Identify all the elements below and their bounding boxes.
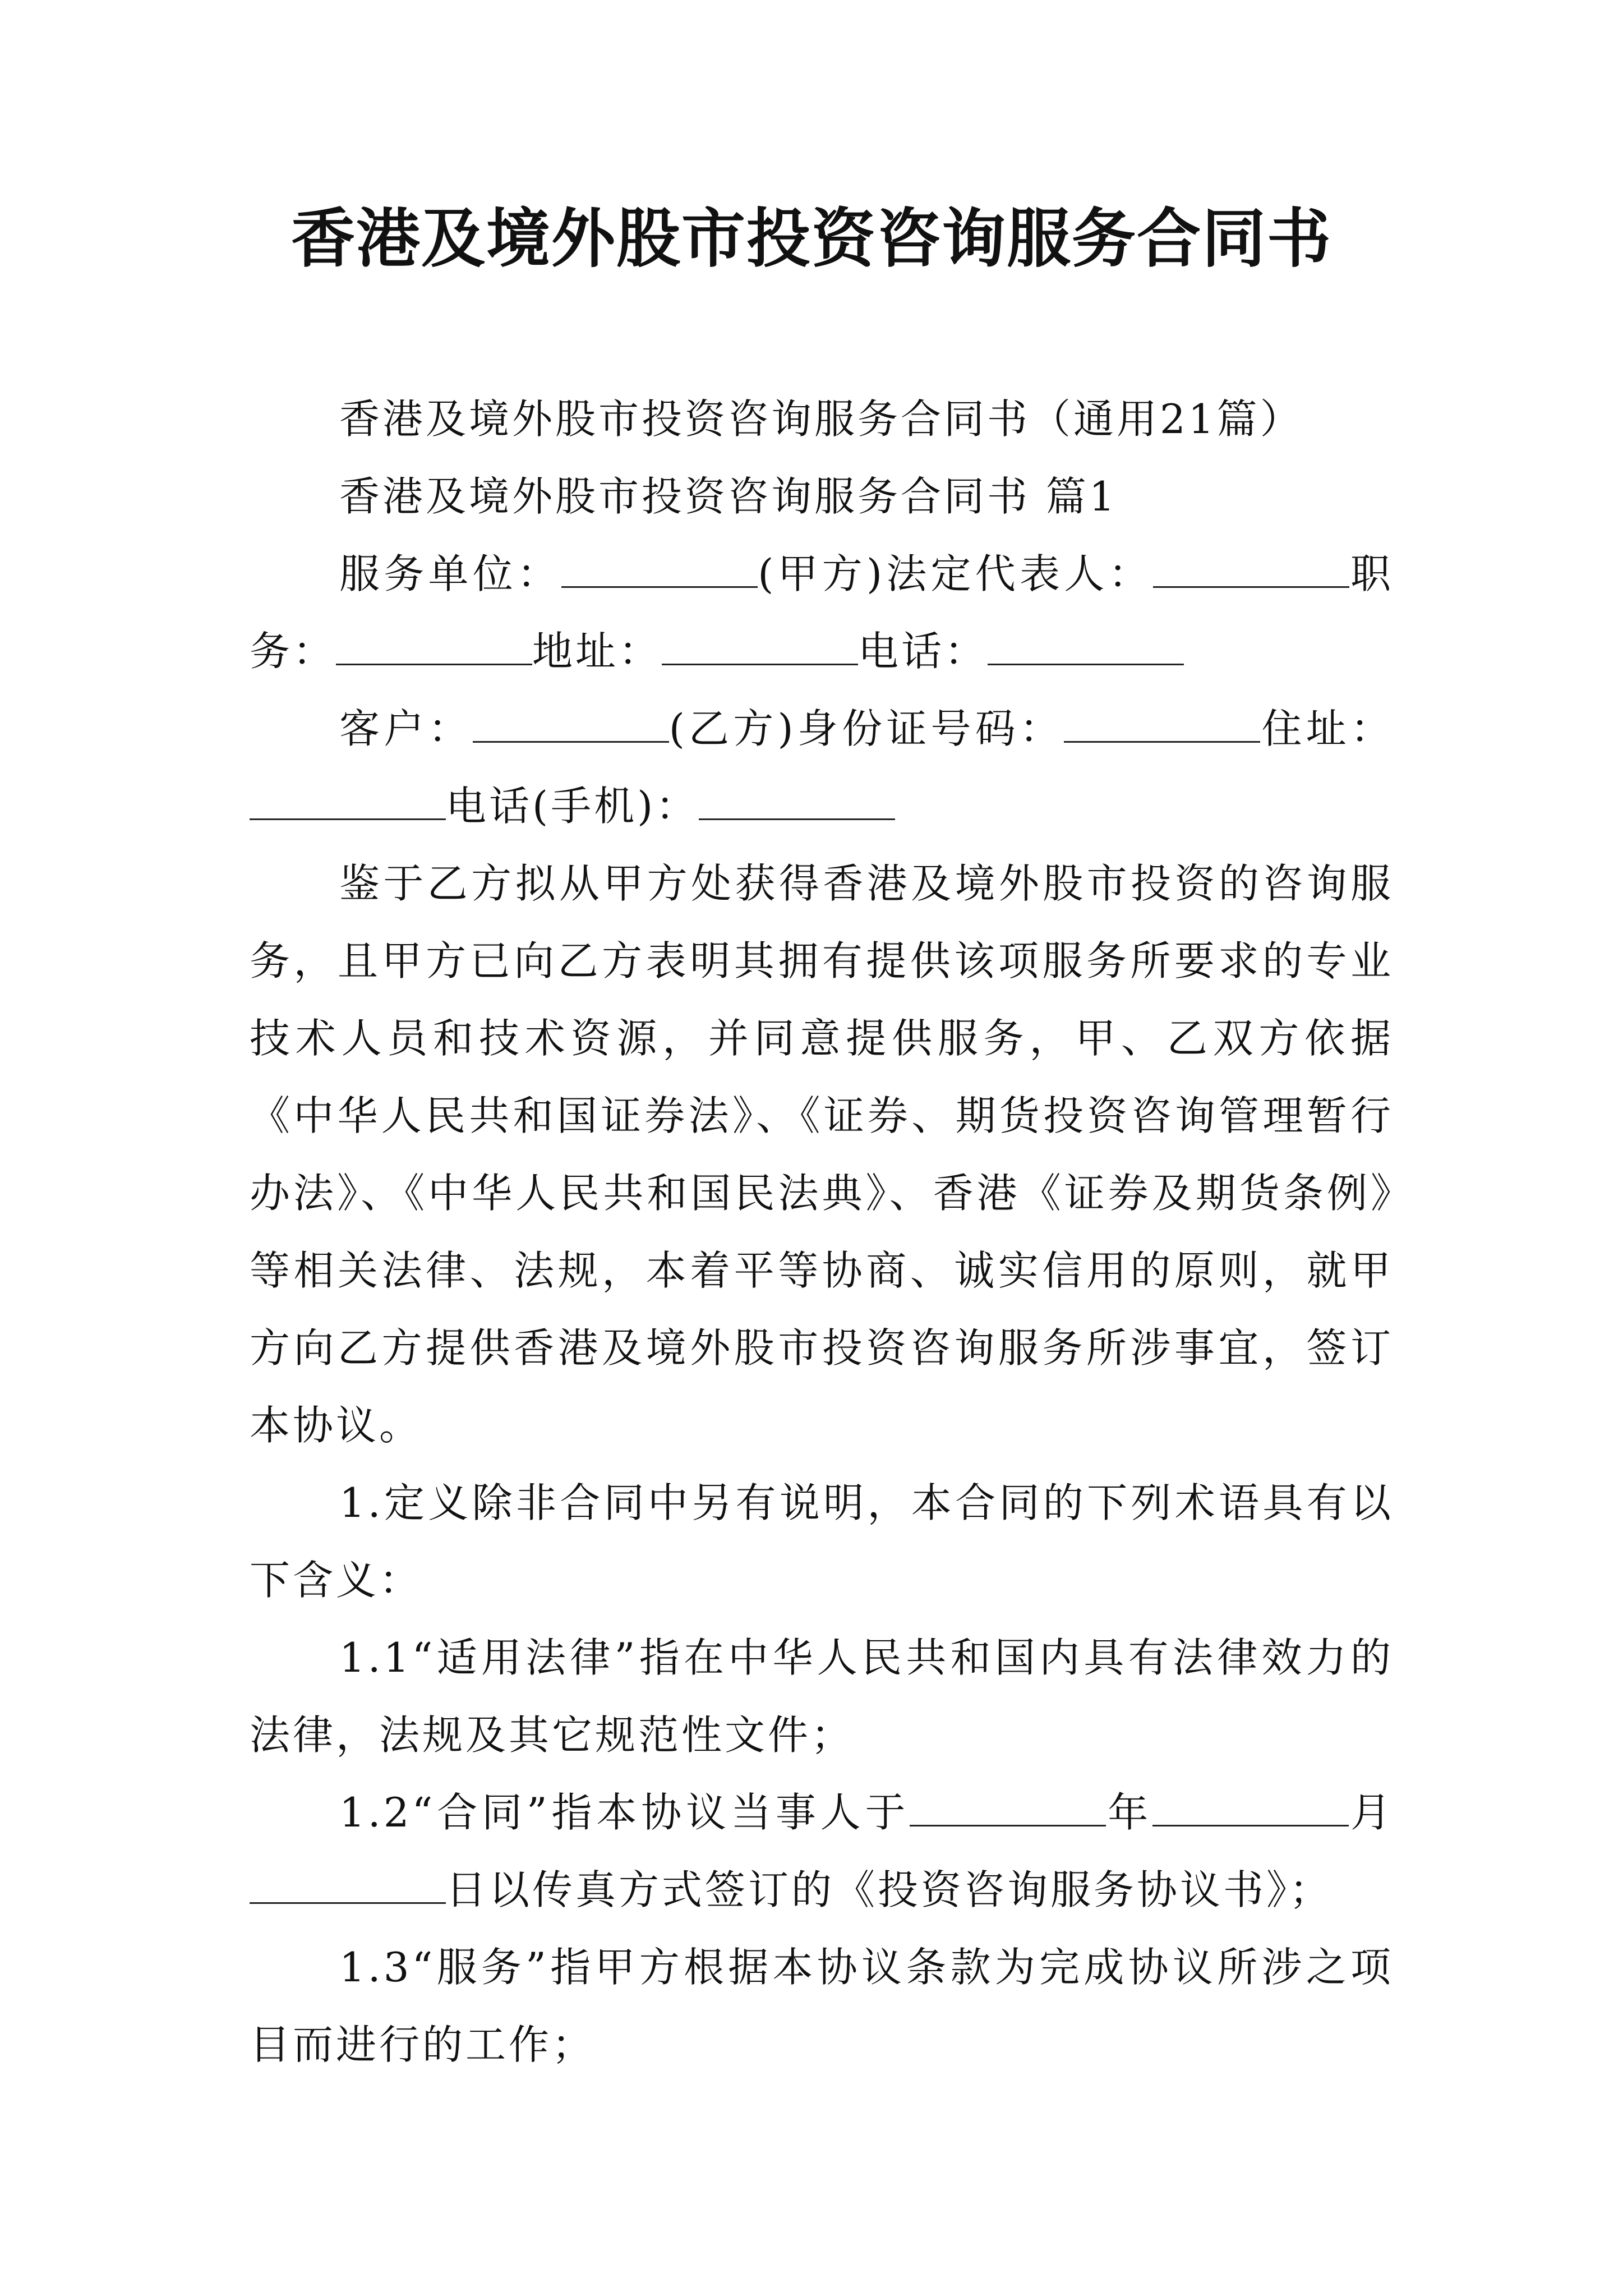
month-label: 月 <box>1349 1789 1394 1836</box>
year-blank <box>910 1786 1106 1826</box>
month-blank <box>1152 1786 1349 1826</box>
client-blank <box>473 702 669 743</box>
clause-1-3: 1.3“服务”指甲方根据本协议条款为完成协议所涉之项目而进行的工作； <box>250 1944 1394 2068</box>
legal-representative-blank <box>1153 547 1349 588</box>
party-b-phone-blank <box>699 779 895 820</box>
party-a-phone-label: 电话： <box>858 628 988 675</box>
clause-1: 1.定义除非合同中另有说明，本合同的下列术语具有以下含义： <box>250 1479 1394 1604</box>
party-b-phone-label: 电话(手机)： <box>446 783 699 830</box>
party-b-address-label: 住址： <box>1260 705 1394 752</box>
clause-1-1: 1.1“适用法律”指在中华人民共和国内具有法律效力的法律，法规及其它规范性文件； <box>250 1634 1394 1759</box>
position-label: 职务： <box>250 550 1394 675</box>
document-title: 香港及境外股市投资咨询服务合同书 <box>291 201 1332 276</box>
section-heading: 香港及境外股市投资咨询服务合同书 篇1 <box>339 473 1118 520</box>
party-a-phone-blank <box>988 624 1184 665</box>
party-b-address-blank <box>250 779 446 820</box>
clause-1-2-prefix: 1.2“合同”指本协议当事人于 <box>339 1789 910 1836</box>
service-unit-label: 服务单位： <box>339 550 562 597</box>
party-a-info <box>250 535 1394 690</box>
preamble-paragraph: 鉴于乙方拟从甲方处获得香港及境外股市投资的咨询服务，且甲方已向乙方表明其拥有提供该项服务所要求的专业技术人员和技术资源，并同意提供服务，甲、乙双方依据《中华人民共和国证券法》、《证券、期货投资咨询管理暂行办法》、《中华人民共和国民法典》、香港《证券及期货条例》等相关法律、法规，本着平等协商、诚实信用的原则，就甲方向乙方提供香港及境外股市投资咨询服务所涉事宜，签订本协议。 <box>250 860 1394 1449</box>
party-a-address-label: 地址： <box>532 628 662 675</box>
id-number-label: (乙方)身份证号码： <box>668 705 1064 752</box>
year-label: 年 <box>1106 1789 1153 1836</box>
party-b-info <box>250 690 1394 845</box>
document-body <box>250 380 1394 2083</box>
party-a-address-blank <box>662 624 858 665</box>
client-label: 客户： <box>339 705 473 752</box>
legal-representative-label: (甲方)法定代表人： <box>758 550 1153 597</box>
clause-1-2 <box>250 1774 1394 1929</box>
day-blank <box>250 1863 446 1904</box>
id-number-blank <box>1064 702 1260 743</box>
service-unit-blank <box>561 547 758 588</box>
position-blank <box>336 624 532 665</box>
clause-1-2-suffix: 日以传真方式签订的《投资咨询服务协议书》； <box>446 1866 1333 1913</box>
document-subtitle: 香港及境外股市投资咨询服务合同书（通用21篇） <box>339 395 1303 443</box>
